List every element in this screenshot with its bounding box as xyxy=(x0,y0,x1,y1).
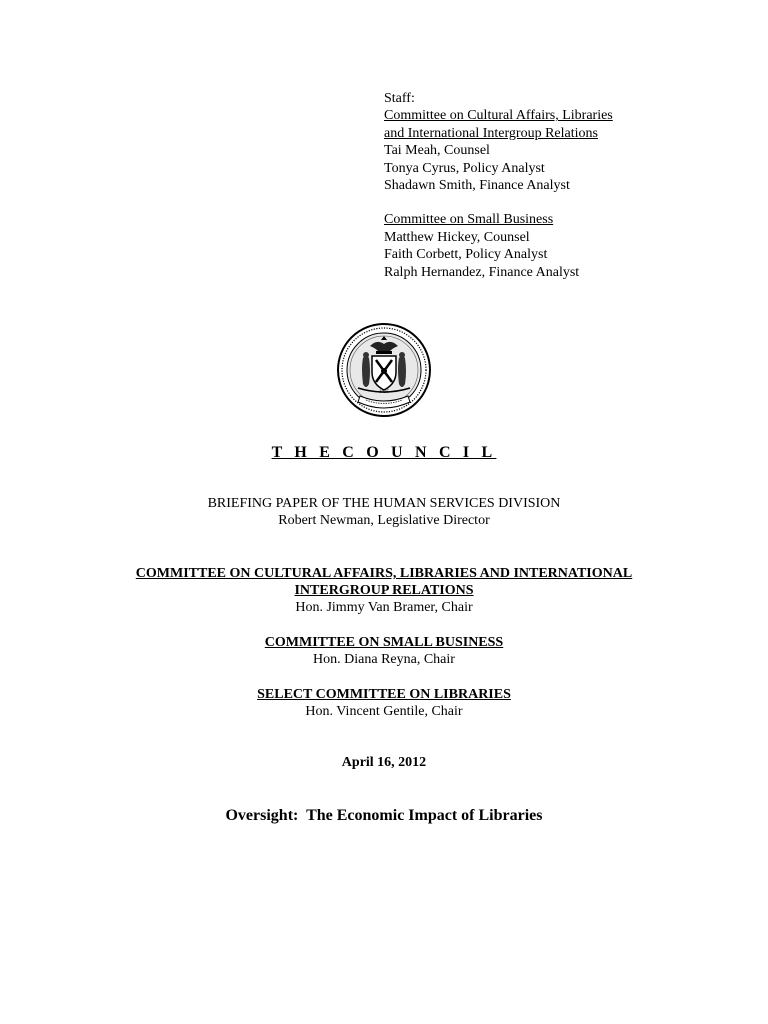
staff-committee-2: Committee on Small Business xyxy=(384,212,554,228)
staff-member: Shadawn Smith, Finance Analyst xyxy=(384,178,570,194)
committee-chair: Hon. Vincent Gentile, Chair xyxy=(305,704,463,719)
committee-block xyxy=(0,634,768,668)
committee-block xyxy=(0,686,768,720)
hearing-date: April 16, 2012 xyxy=(341,755,427,770)
briefing-title: BRIEFING PAPER OF THE HUMAN SERVICES DIVISION xyxy=(207,496,561,511)
committee-block xyxy=(0,565,768,616)
oversight-subject: Oversight: The Economic Impact of Libraries xyxy=(225,807,543,824)
committee-name: COMMITTEE ON CULTURAL AFFAIRS, LIBRARIES AND INTERNATIONAL xyxy=(135,566,633,581)
staff-block xyxy=(384,90,744,281)
legislative-director: Robert Newman, Legislative Director xyxy=(278,513,490,528)
committee-chair: Hon. Diana Reyna, Chair xyxy=(313,652,455,667)
staff-member: Faith Corbett, Policy Analyst xyxy=(384,247,548,263)
council-title: T H E C O U N C I L xyxy=(271,444,497,461)
staff-committee-1-line-2: and International Intergroup Relations xyxy=(384,125,598,141)
staff-member: Ralph Hernandez, Finance Analyst xyxy=(384,264,580,280)
committee-name: SELECT COMMITTEE ON LIBRARIES xyxy=(257,687,511,702)
nyc-seal-icon xyxy=(336,322,432,418)
staff-committee-1-line-1: Committee on Cultural Affairs, Libraries xyxy=(384,108,613,124)
staff-member: Matthew Hickey, Counsel xyxy=(384,229,530,245)
staff-member: Tai Meah, Counsel xyxy=(384,143,490,159)
committee-name-continued: INTERGROUP RELATIONS xyxy=(294,583,474,598)
seal-year: 1625 xyxy=(379,390,389,395)
staff-heading: Staff: xyxy=(384,91,415,106)
briefing-block xyxy=(0,495,768,529)
committee-name: COMMITTEE ON SMALL BUSINESS xyxy=(264,635,504,650)
staff-member: Tonya Cyrus, Policy Analyst xyxy=(384,160,545,176)
committee-chair: Hon. Jimmy Van Bramer, Chair xyxy=(295,600,473,615)
